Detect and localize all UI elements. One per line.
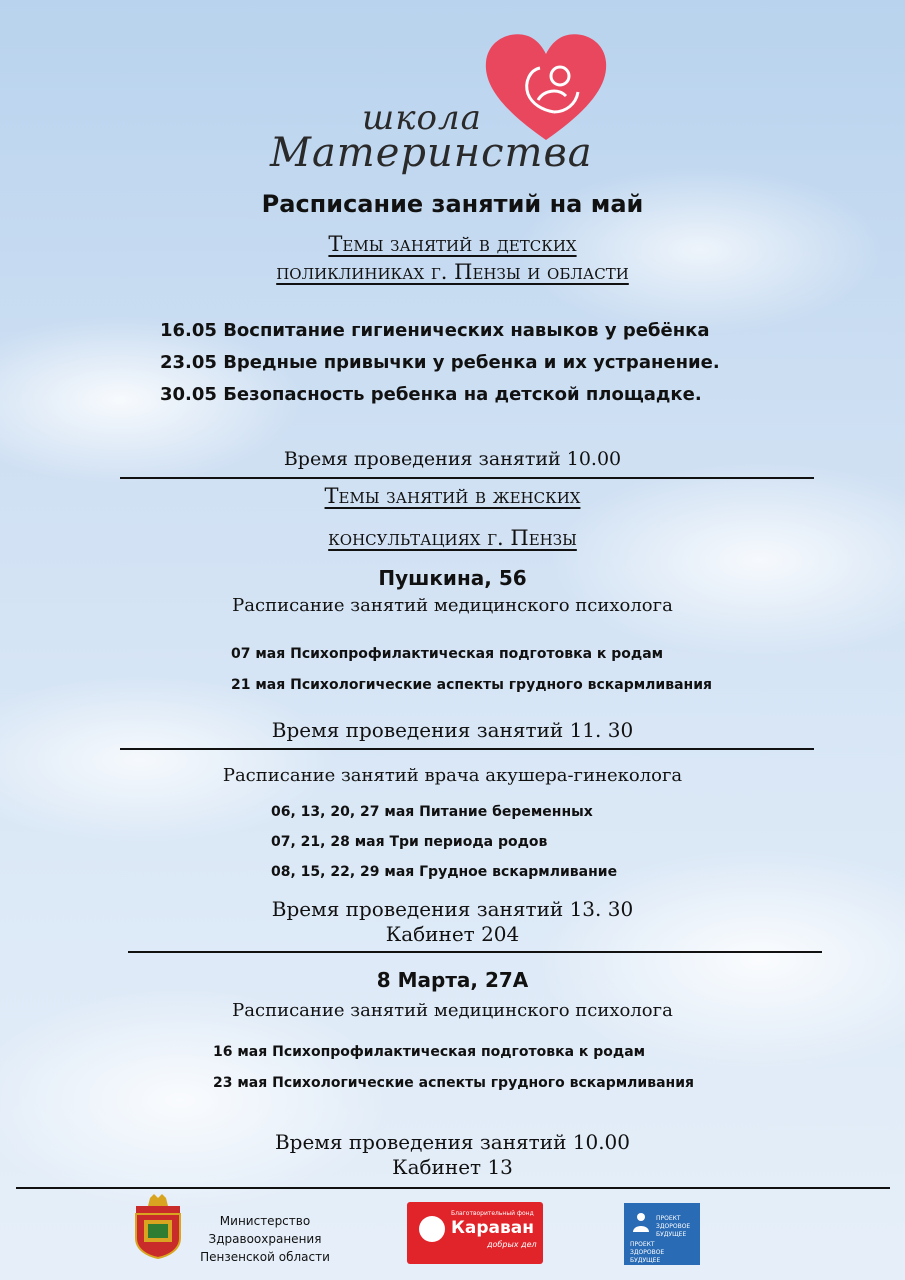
gyn-room: Кабинет 204 (385, 922, 520, 946)
psych-time-2: Время проведения занятий 10.00 (274, 1130, 631, 1154)
project-label: ПРОЕКТ (656, 1215, 681, 1222)
address-pushkina: Пушкина, 56 (378, 566, 527, 590)
psych-item: 21 мая Психологические аспекты грудного вскармливания (231, 677, 713, 693)
project-label: ЗДОРОВОЕ (630, 1249, 665, 1256)
psych-item: 07 мая Психопрофилактическая подготовка к родам (231, 646, 664, 662)
psych-schedule-title-2: Расписание занятий медицинского психолога (232, 1000, 673, 1021)
gyn-item: 07, 21, 28 мая Три периода родов (271, 834, 548, 850)
karavan-emblem-icon (419, 1216, 445, 1242)
gyn-schedule-title: Расписание занятий врача акушера-гинеколога (222, 765, 683, 786)
psych-room-2: Кабинет 13 (392, 1155, 513, 1179)
ministry-line: Здравоохранения (208, 1232, 322, 1246)
page-title: Расписание занятий на май (261, 190, 644, 218)
footer-divider (16, 1187, 890, 1189)
divider (120, 477, 814, 479)
project-label: ЗДОРОВОЕ (656, 1223, 691, 1230)
karavan-fund-label: Благотворительный фонд (451, 1210, 534, 1217)
project-label: БУДУЩЕЕ (656, 1231, 687, 1238)
ministry-label (190, 1212, 340, 1266)
ministry-line: Министерство (219, 1214, 311, 1228)
section2-heading-line2: консультациях г. Пензы (328, 526, 577, 550)
lesson-item: 23.05 Вредные привычки у ребенка и их устранение. (160, 352, 720, 373)
gyn-item: 06, 13, 20, 27 мая Питание беременных (271, 804, 593, 820)
divider (128, 951, 822, 953)
coat-of-arms-icon (132, 1194, 184, 1260)
psych-schedule-title: Расписание занятий медицинского психолога (232, 595, 673, 616)
address-8-marta: 8 Марта, 27А (376, 968, 529, 992)
project-label: ПРОЕКТ (630, 1241, 655, 1248)
healthy-future-project-logo (624, 1203, 700, 1265)
psych-time: Время проведения занятий 11. 30 (271, 718, 634, 742)
project-label: БУДУЩЕЕ (630, 1257, 661, 1264)
logo-text-line1: школа (362, 98, 482, 138)
gyn-item: 08, 15, 22, 29 мая Грудное вскармливание (271, 864, 618, 880)
ministry-line: Пензенской области (200, 1250, 330, 1264)
section2-heading-line1: Темы занятий в женских (324, 484, 581, 508)
karavan-name: Караван (451, 1218, 534, 1238)
psych-item: 23 мая Психологические аспекты грудного вскармливания (213, 1075, 695, 1091)
lesson-item: 30.05 Безопасность ребенка на детской площадке. (160, 384, 702, 405)
section1-time: Время проведения занятий 10.00 (283, 448, 622, 470)
section1-heading-line1: Темы занятий в детских (328, 232, 577, 256)
karavan-slogan: добрых дел (487, 1240, 537, 1249)
section1-heading-line2: поликлиниках г. Пензы и области (276, 260, 629, 284)
person-icon (630, 1211, 652, 1233)
psych-item: 16 мая Психопрофилактическая подготовка к родам (213, 1044, 646, 1060)
karavan-logo (407, 1202, 543, 1264)
divider (120, 748, 814, 750)
logo-text-line2: Материнства (270, 130, 593, 176)
lesson-item: 16.05 Воспитание гигиенических навыков у ребёнка (160, 320, 710, 341)
gyn-time: Время проведения занятий 13. 30 (271, 897, 634, 921)
